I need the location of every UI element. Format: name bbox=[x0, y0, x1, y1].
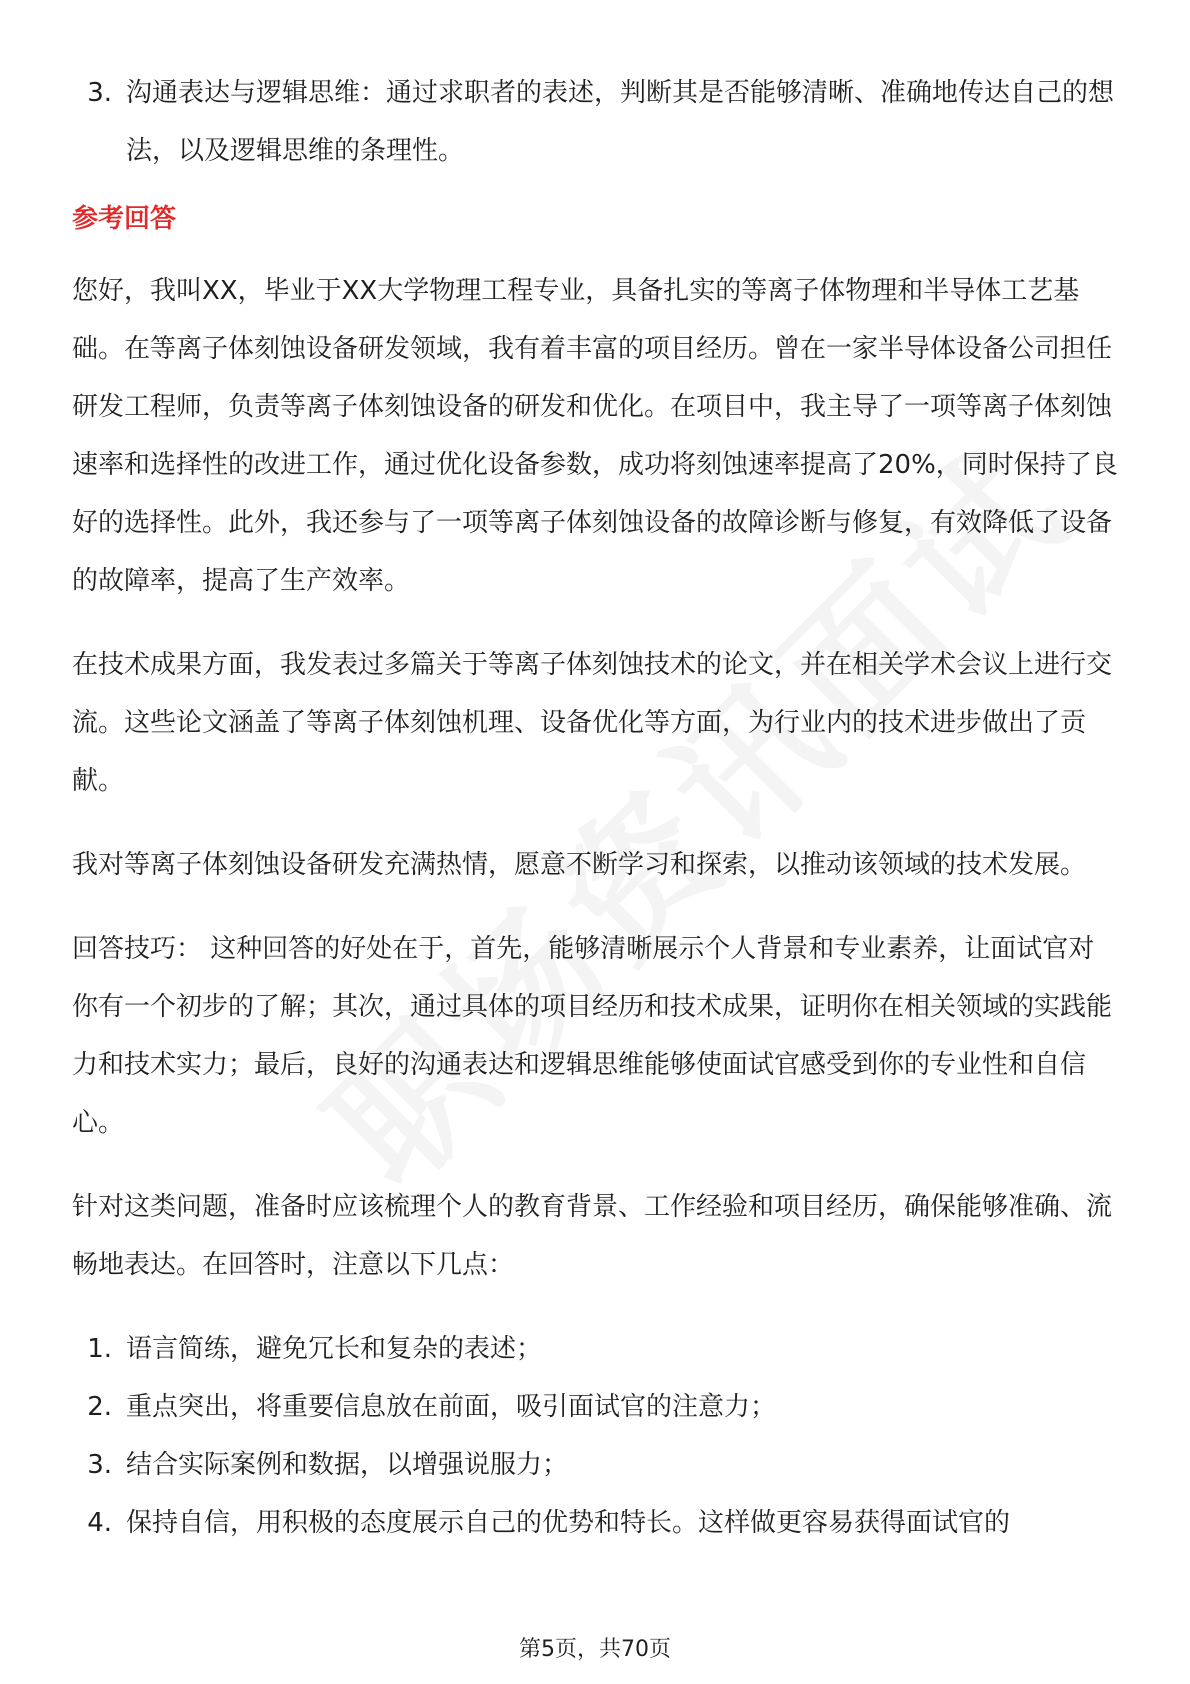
answer-paragraph-2: 在技术成果方面，我发表过多篇关于等离子体刻蚀技术的论文，并在相关学术会议上进行交流。这些论文涵盖了等离子体刻蚀机理、设备优化等方面，为行业内的技术进步做出了贡献。 bbox=[72, 650, 1113, 796]
answer-paragraph-1: 您好，我叫XX，毕业于XX大学物理工程专业，具备扎实的等离子体物理和半导体工艺基础。在等离子体刻蚀设备研发领域，我有着丰富的项目经历。曾在一家半导体设备公司担任研发工程师，负责等离子体刻蚀设备的研发和优化。在项目中，我主导了一项等离子体刻蚀速率和选择性的改进工作，通过优化设备参数，成功将刻蚀速率提高了20%，同时保持了良好的选择性。此外，我还参与了一项等离子体刻蚀设备的故障诊断与修复，有效降低了设备的故障率，提高了生产效率。 bbox=[72, 276, 1118, 596]
list-item bbox=[72, 1494, 1118, 1552]
list-text: 结合实际案例和数据，以增强说服力； bbox=[126, 1450, 569, 1480]
list-text: 保持自信，用积极的态度展示自己的优势和特长。这样做更容易获得面试官的 bbox=[126, 1508, 1011, 1538]
list-number: 1. bbox=[87, 1334, 112, 1364]
preparation-paragraph: 针对这类问题，准备时应该梳理个人的教育背景、工作经验和项目经历，确保能够准确、流畅地表达。在回答时，注意以下几点： bbox=[72, 1192, 1113, 1280]
list-number: 2. bbox=[87, 1392, 112, 1422]
list-item bbox=[72, 1378, 1118, 1436]
page-footer: 第5页，共70页 bbox=[519, 1637, 671, 1662]
list-item bbox=[72, 1320, 1118, 1378]
list-text: 语言简练，避免冗长和复杂的表述； bbox=[126, 1334, 543, 1364]
section-title: 参考回答 bbox=[72, 204, 177, 234]
evaluation-list bbox=[72, 64, 1118, 180]
tips-list bbox=[72, 1320, 1118, 1552]
list-text: 沟通表达与逻辑思维：通过求职者的表述，判断其是否能够清晰、准确地传达自己的想法，以及逻辑思维的条理性。 bbox=[126, 78, 1115, 166]
list-text: 重点突出，将重要信息放在前面，吸引面试官的注意力； bbox=[126, 1392, 777, 1422]
list-number: 3. bbox=[87, 78, 112, 108]
list-item bbox=[72, 64, 1118, 180]
list-number: 3. bbox=[87, 1450, 112, 1480]
answer-paragraph-3: 我对等离子体刻蚀设备研发充满热情，愿意不断学习和探索，以推动该领域的技术发展。 bbox=[72, 850, 1087, 880]
tips-paragraph: 回答技巧： 这种回答的好处在于，首先，能够清晰展示个人背景和专业素养，让面试官对你有一个初步的了解；其次，通过具体的项目经历和技术成果，证明你在相关领域的实践能力和技术实力；最后，良好的沟通表达和逻辑思维能够使面试官感受到你的专业性和自信心。 bbox=[72, 934, 1113, 1138]
list-number: 4. bbox=[87, 1508, 112, 1538]
page-content bbox=[72, 64, 1118, 1552]
list-item bbox=[72, 1436, 1118, 1494]
